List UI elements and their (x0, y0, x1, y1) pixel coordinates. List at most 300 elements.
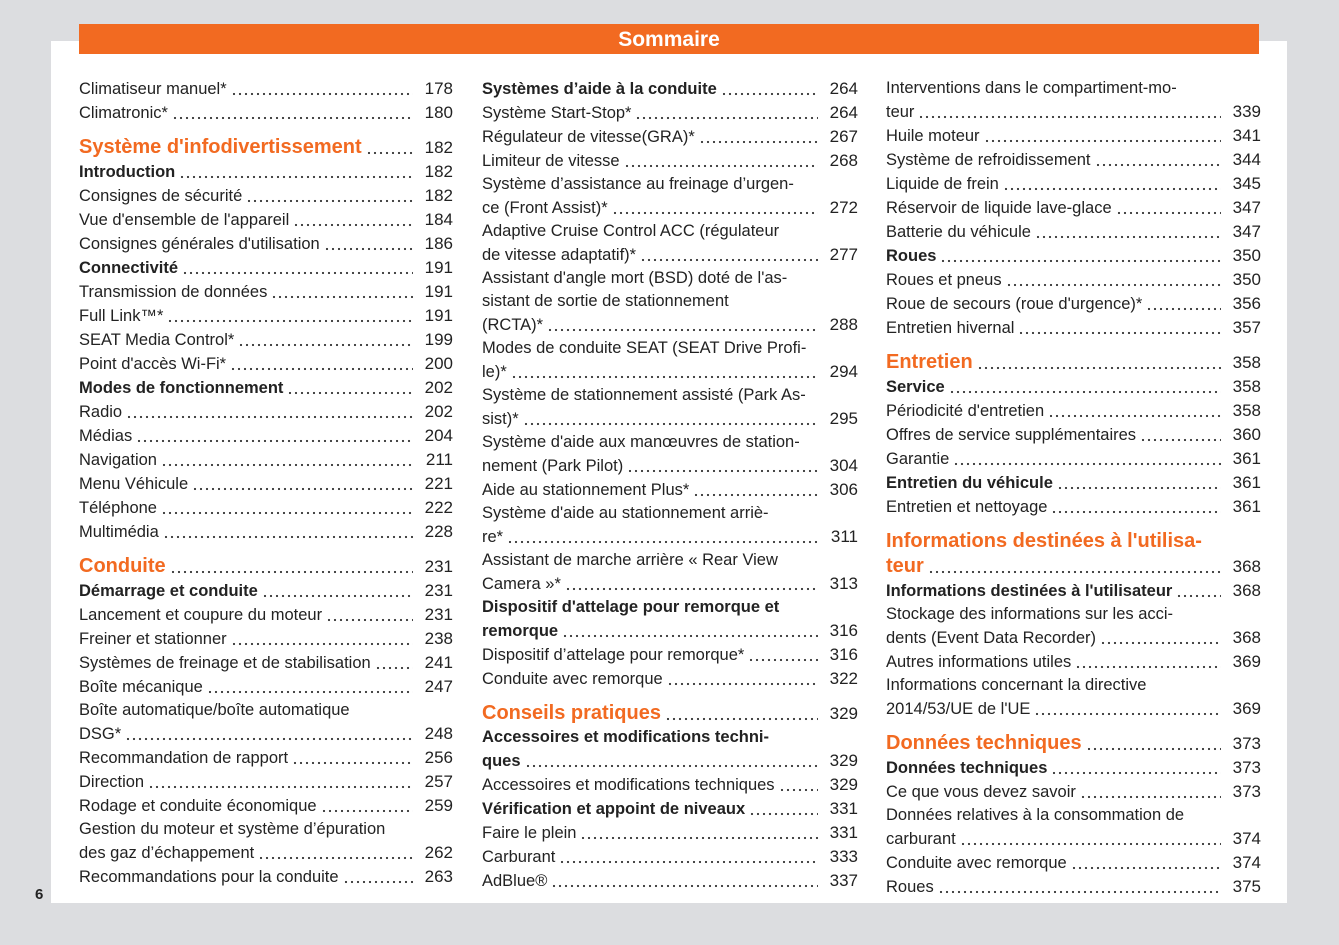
dot-leader (231, 640, 413, 646)
dot-leader (635, 114, 818, 120)
toc-entry[interactable] (79, 328, 453, 352)
toc-entry-line (79, 472, 453, 496)
toc-entry-title: Régulateur de vitesse(GRA)* (482, 128, 695, 146)
toc-entry-title: ce (Front Assist)* (482, 199, 608, 217)
toc-entry[interactable] (79, 232, 453, 256)
toc-entry[interactable] (79, 603, 453, 627)
toc-entry-line (79, 232, 453, 256)
toc-page-number: 211 (425, 450, 453, 469)
dot-leader (167, 317, 413, 323)
toc-entry[interactable] (79, 651, 453, 675)
dot-leader (1086, 745, 1221, 751)
dot-leader (949, 388, 1221, 394)
toc-entry-line (482, 101, 858, 125)
toc-entry-line (886, 529, 1261, 554)
toc-entry-title: Stockage des informations sur les acci- (886, 605, 1174, 623)
toc-section[interactable] (886, 471, 1261, 495)
dot-leader (366, 149, 413, 155)
toc-entry-line (79, 352, 453, 376)
toc-entry-title: Navigation (79, 451, 157, 469)
toc-entry-line (79, 746, 453, 770)
dot-leader (1116, 209, 1221, 215)
toc-entry[interactable] (482, 869, 858, 893)
dot-leader (326, 616, 413, 622)
toc-entry[interactable] (482, 643, 858, 667)
toc-entry-line (79, 280, 453, 304)
toc-page-number: 268 (829, 151, 858, 170)
toc-page-number: 247 (424, 677, 453, 696)
toc-chapter[interactable] (79, 135, 453, 160)
toc-entry-title: Modes de conduite SEAT (SEAT Drive Profi- (482, 339, 807, 357)
toc-page-number: 329 (829, 775, 858, 794)
dot-leader (238, 341, 413, 347)
toc-entry-line (482, 384, 858, 407)
toc-page-number: 180 (424, 103, 453, 122)
toc-entry-title: dents (Event Data Recorder) (886, 629, 1097, 647)
toc-page-number: 322 (829, 669, 858, 688)
toc-chapter[interactable] (886, 731, 1261, 756)
toc-entry-line (886, 268, 1261, 292)
toc-entry-title: Accessoires et modifications techni- (482, 728, 770, 746)
toc-entry[interactable] (886, 650, 1261, 674)
dot-leader (163, 533, 413, 539)
toc-entry[interactable] (886, 292, 1261, 316)
toc-page-number: 345 (1232, 174, 1261, 193)
toc-entry-title: Système de stationnement assisté (Park As- (482, 386, 806, 404)
dot-leader (547, 326, 818, 332)
toc-entry-title: Données techniques (886, 732, 1082, 754)
toc-entry-line (482, 726, 858, 749)
toc-entry-line (79, 865, 453, 889)
toc-entry[interactable] (886, 674, 1261, 721)
toc-chapter[interactable] (886, 529, 1261, 579)
toc-entry-line (79, 208, 453, 232)
toc-entry[interactable] (482, 502, 858, 549)
toc-entry[interactable] (482, 101, 858, 125)
dot-leader (1140, 436, 1221, 442)
toc-entry-line (886, 124, 1261, 148)
toc-entry[interactable] (886, 603, 1261, 650)
toc-entry[interactable] (482, 845, 858, 869)
toc-entry-title: nement (Park Pilot) (482, 457, 624, 475)
toc-entry-line (79, 841, 453, 865)
dot-leader (580, 834, 818, 840)
toc-page-number: 347 (1232, 198, 1261, 217)
toc-entry-line (886, 244, 1261, 268)
toc-entry-line (79, 818, 453, 841)
dot-leader (161, 461, 413, 467)
toc-entry-title: Recommandations pour la conduite (79, 868, 339, 886)
toc-page-number: 263 (424, 867, 453, 886)
toc-page-number: 368 (1232, 581, 1261, 600)
toc-entry-title: sistant de sortie de stationnement (482, 292, 729, 310)
dot-leader (148, 783, 413, 789)
dot-leader (161, 509, 413, 515)
toc-page-number: 361 (1232, 473, 1261, 492)
toc-page-number: 272 (829, 198, 858, 217)
dot-leader (1051, 769, 1221, 775)
dot-leader (918, 113, 1221, 119)
toc-entry-title: 2014/53/UE de l'UE (886, 700, 1031, 718)
toc-column-2 (482, 77, 858, 893)
toc-entry[interactable] (886, 399, 1261, 423)
toc-page-number: 329 (829, 704, 858, 723)
toc-entry-title: Gestion du moteur et système d’épuration (79, 820, 386, 838)
toc-entry-line (886, 554, 1261, 579)
dot-leader (1035, 233, 1221, 239)
toc-entry-title: remorque (482, 622, 559, 640)
toc-entry-line (886, 875, 1261, 899)
toc-entry[interactable] (79, 746, 453, 770)
toc-section[interactable] (79, 160, 453, 184)
toc-entry-title: Transmission de données (79, 283, 268, 301)
toc-column-3 (886, 77, 1261, 899)
toc-section[interactable] (79, 376, 453, 400)
dot-leader (1048, 412, 1221, 418)
toc-entry-line (886, 316, 1261, 340)
toc-entry[interactable] (79, 770, 453, 794)
dot-leader (665, 715, 818, 721)
toc-page-number: 248 (424, 724, 453, 743)
toc-entry-line (886, 697, 1261, 721)
toc-entry-title: Système Start-Stop* (482, 104, 632, 122)
toc-entry[interactable] (79, 400, 453, 424)
toc-entry-title: Roues (886, 247, 937, 265)
toc-entry-title: teur (886, 103, 915, 121)
toc-entry-line (886, 350, 1261, 375)
dot-leader (507, 538, 818, 544)
toc-page-number: 186 (424, 234, 453, 253)
toc-section[interactable] (886, 244, 1261, 268)
dot-leader (1003, 185, 1221, 191)
dot-leader (343, 878, 413, 884)
toc-entry-title: Assistant d'angle mort (BSD) doté de l'as- (482, 269, 788, 287)
toc-entry[interactable] (79, 496, 453, 520)
toc-entry[interactable] (79, 208, 453, 232)
toc-page-number: 231 (424, 581, 453, 600)
toc-entry-line (79, 101, 453, 125)
toc-page-number: 337 (829, 871, 858, 890)
toc-page-number: 264 (829, 103, 858, 122)
toc-entry-title: Full Link™* (79, 307, 164, 325)
toc-entry-line (79, 603, 453, 627)
toc-entry-line (79, 794, 453, 818)
toc-entry-line (886, 172, 1261, 196)
toc-entry[interactable] (482, 337, 858, 384)
toc-page-number: 241 (424, 653, 453, 672)
toc-entry[interactable] (482, 821, 858, 845)
toc-entry-title: Accessoires et modifications techniques (482, 776, 775, 794)
toc-entry[interactable] (886, 851, 1261, 875)
toc-section[interactable] (886, 756, 1261, 780)
toc-entry-title: Système d'aide au stationnement arriè- (482, 504, 769, 522)
toc-entry[interactable] (482, 549, 858, 596)
toc-entry[interactable] (79, 352, 453, 376)
toc-entry-title: Démarrage et conduite (79, 582, 258, 600)
toc-entry-title: Dispositif d’attelage pour remorque* (482, 646, 745, 664)
toc-page-number: 191 (424, 258, 453, 277)
dot-leader (699, 138, 818, 144)
toc-entry-line (482, 869, 858, 893)
toc-page-number: 360 (1232, 425, 1261, 444)
toc-entry[interactable] (79, 794, 453, 818)
toc-page-number: 373 (1232, 734, 1261, 753)
toc-entry[interactable] (482, 267, 858, 337)
toc-entry[interactable] (482, 478, 858, 502)
toc-entry-title: Système d'aide aux manœuvres de station- (482, 433, 800, 451)
dot-leader (172, 114, 413, 120)
dot-leader (1075, 663, 1221, 669)
toc-entry[interactable] (482, 667, 858, 691)
toc-entry-line (79, 770, 453, 794)
toc-entry-title: Multimédia (79, 523, 159, 541)
toc-entry-line (482, 502, 858, 525)
toc-entry-title: Connectivité (79, 259, 179, 277)
toc-page-number: 374 (1232, 829, 1261, 848)
dot-leader (1018, 329, 1221, 335)
toc-page-number: 264 (829, 79, 858, 98)
toc-section[interactable] (886, 375, 1261, 399)
toc-page-number: 202 (424, 378, 453, 397)
toc-entry-line (886, 447, 1261, 471)
toc-page-number: 202 (424, 402, 453, 421)
toc-section[interactable] (482, 77, 858, 101)
toc-entry-line (482, 549, 858, 572)
toc-page-number: 182 (424, 186, 453, 205)
dot-leader (287, 389, 413, 395)
toc-page-number: 361 (1232, 449, 1261, 468)
toc-entry-line (79, 651, 453, 675)
dot-leader (1100, 639, 1221, 645)
toc-entry-line (482, 797, 858, 821)
dot-leader (1071, 864, 1221, 870)
toc-entry[interactable] (886, 447, 1261, 471)
toc-entry-line (482, 773, 858, 797)
toc-entry[interactable] (886, 316, 1261, 340)
toc-page-number: 316 (829, 645, 858, 664)
toc-entry-line (886, 495, 1261, 519)
toc-entry-title: re* (482, 528, 504, 546)
toc-page-number: 373 (1232, 782, 1261, 801)
toc-entry[interactable] (886, 124, 1261, 148)
toc-section[interactable] (482, 797, 858, 821)
toc-entry-title: Service (886, 378, 945, 396)
toc-section[interactable] (79, 256, 453, 280)
toc-entry[interactable] (79, 448, 453, 472)
toc-entry-title: Point d'accès Wi-Fi* (79, 355, 227, 373)
dot-leader (293, 221, 413, 227)
toc-page-number: 191 (424, 282, 453, 301)
toc-entry-title: Réservoir de liquide lave-glace (886, 199, 1112, 217)
toc-entry-title: DSG* (79, 725, 122, 743)
dot-leader (136, 437, 413, 443)
dot-leader (559, 858, 818, 864)
toc-entry-title: Boîte automatique/boîte automatique (79, 701, 350, 719)
toc-entry[interactable] (886, 875, 1261, 899)
toc-entry[interactable] (886, 268, 1261, 292)
toc-entry[interactable] (886, 172, 1261, 196)
toc-entry[interactable] (79, 280, 453, 304)
toc-entry-line (79, 520, 453, 544)
toc-entry-title: AdBlue® (482, 872, 548, 890)
toc-entry[interactable] (482, 384, 858, 431)
dot-leader (940, 257, 1221, 263)
toc-entry[interactable] (79, 184, 453, 208)
toc-entry[interactable] (79, 424, 453, 448)
dot-leader (693, 491, 818, 497)
dot-leader (375, 664, 413, 670)
dot-leader (562, 632, 818, 638)
dot-leader (258, 854, 413, 860)
toc-page-number: 369 (1232, 699, 1261, 718)
toc-page-number: 184 (424, 210, 453, 229)
toc-page-number: 294 (829, 362, 858, 381)
toc-entry[interactable] (482, 125, 858, 149)
toc-entry-title: Téléphone (79, 499, 157, 517)
toc-entry-title: Liquide de frein (886, 175, 999, 193)
toc-entry-line (482, 478, 858, 502)
toc-entry-title: Modes de fonctionnement (79, 379, 284, 397)
toc-entry[interactable] (886, 423, 1261, 447)
toc-entry[interactable] (79, 304, 453, 328)
dot-leader (126, 413, 413, 419)
toc-entry-title: Roue de secours (roue d'urgence)* (886, 295, 1143, 313)
dot-leader (1146, 305, 1221, 311)
toc-chapter[interactable] (886, 350, 1261, 375)
toc-entry-title: Système d’assistance au freinage d’urgen- (482, 175, 794, 193)
toc-entry-line (482, 701, 858, 726)
toc-entry-title: Assistant de marche arrière « Rear View (482, 551, 778, 569)
toc-page-number: 221 (424, 474, 453, 493)
toc-entry[interactable] (886, 77, 1261, 124)
toc-entry-line (482, 572, 858, 596)
toc-page-number: 262 (424, 843, 453, 862)
dot-leader (938, 888, 1221, 894)
dot-leader (551, 882, 818, 888)
dot-leader (271, 293, 413, 299)
dot-leader (667, 680, 818, 686)
toc-page-number: 313 (829, 574, 858, 593)
dot-leader (523, 420, 818, 426)
toc-page-number: 374 (1232, 853, 1261, 872)
toc-entry-line (79, 554, 453, 579)
toc-page-number: 373 (1232, 758, 1261, 777)
toc-entry-line (79, 579, 453, 603)
dot-leader (928, 568, 1221, 574)
toc-entry[interactable] (482, 220, 858, 267)
dot-leader (179, 173, 413, 179)
toc-entry-title: Périodicité d'entretien (886, 402, 1045, 420)
dot-leader (640, 256, 818, 262)
toc-entry[interactable] (482, 773, 858, 797)
toc-entry-line (886, 731, 1261, 756)
toc-entry-title: des gaz d’échappement (79, 844, 255, 862)
dot-leader (292, 759, 413, 765)
toc-entry[interactable] (79, 520, 453, 544)
dot-leader (182, 269, 413, 275)
dot-leader (1176, 592, 1221, 598)
toc-page-number: 344 (1232, 150, 1261, 169)
toc-entry-line (482, 525, 858, 549)
toc-section[interactable] (482, 726, 858, 773)
toc-entry-line (886, 423, 1261, 447)
toc-entry-title: Système d'infodivertissement (79, 136, 362, 158)
toc-page-number: 369 (1232, 652, 1261, 671)
toc-entry-line (886, 100, 1261, 124)
dot-leader (525, 762, 818, 768)
toc-entry-line (482, 267, 858, 290)
toc-page-number: 356 (1232, 294, 1261, 313)
toc-entry-line (886, 148, 1261, 172)
toc-page-number: 341 (1232, 126, 1261, 145)
toc-entry-title: Entretien (886, 351, 973, 373)
toc-page-number: 350 (1232, 246, 1261, 265)
toc-entry-title: Limiteur de vitesse (482, 152, 620, 170)
toc-entry-title: Lancement et coupure du moteur (79, 606, 323, 624)
toc-page-number: 222 (424, 498, 453, 517)
toc-entry-line (886, 375, 1261, 399)
toc-entry[interactable] (79, 101, 453, 125)
dot-leader (612, 209, 818, 215)
toc-chapter[interactable] (79, 554, 453, 579)
toc-entry[interactable] (482, 173, 858, 220)
toc-entry-line (886, 579, 1261, 603)
toc-entry[interactable] (79, 627, 453, 651)
toc-chapter[interactable] (482, 701, 858, 726)
toc-entry-title: Recommandation de rapport (79, 749, 289, 767)
toc-entry[interactable] (886, 196, 1261, 220)
toc-entry[interactable] (886, 780, 1261, 804)
toc-entry-line (482, 749, 858, 773)
toc-page-number: 204 (424, 426, 453, 445)
toc-entry[interactable] (886, 804, 1261, 851)
toc-entry[interactable] (79, 818, 453, 865)
toc-entry[interactable] (886, 148, 1261, 172)
toc-entry[interactable] (79, 699, 453, 746)
toc-entry-title: Climatronic* (79, 104, 168, 122)
toc-page-number: 231 (424, 557, 453, 576)
toc-section[interactable] (482, 596, 858, 643)
toc-entry-title: Direction (79, 773, 145, 791)
toc-section[interactable] (886, 579, 1261, 603)
toc-entry-title: Boîte mécanique (79, 678, 203, 696)
toc-page-number: 228 (424, 522, 453, 541)
toc-page-number: 331 (829, 823, 858, 842)
toc-entry-line (886, 827, 1261, 851)
toc-entry[interactable] (79, 472, 453, 496)
toc-entry[interactable] (482, 149, 858, 173)
toc-entry[interactable] (886, 220, 1261, 244)
toc-entry-line (79, 304, 453, 328)
toc-entry[interactable] (79, 865, 453, 889)
toc-entry-title: Faire le plein (482, 824, 577, 842)
toc-entry-title: Interventions dans le compartiment-mo- (886, 79, 1177, 97)
toc-entry-line (886, 399, 1261, 423)
toc-entry-line (482, 173, 858, 196)
toc-entry-title: de vitesse adaptatif)* (482, 246, 637, 264)
toc-entry-title: teur (886, 555, 924, 577)
toc-entry[interactable] (482, 431, 858, 478)
toc-page-number: 347 (1232, 222, 1261, 241)
toc-entry-title: Adaptive Cruise Control ACC (régulateur (482, 222, 780, 240)
toc-entry[interactable] (886, 495, 1261, 519)
toc-section[interactable] (79, 579, 453, 603)
toc-entry-title: Données relatives à la consommation de (886, 806, 1185, 824)
dot-leader (984, 137, 1221, 143)
toc-entry[interactable] (79, 77, 453, 101)
toc-entry-title: sist)* (482, 410, 519, 428)
toc-entry[interactable] (79, 675, 453, 699)
